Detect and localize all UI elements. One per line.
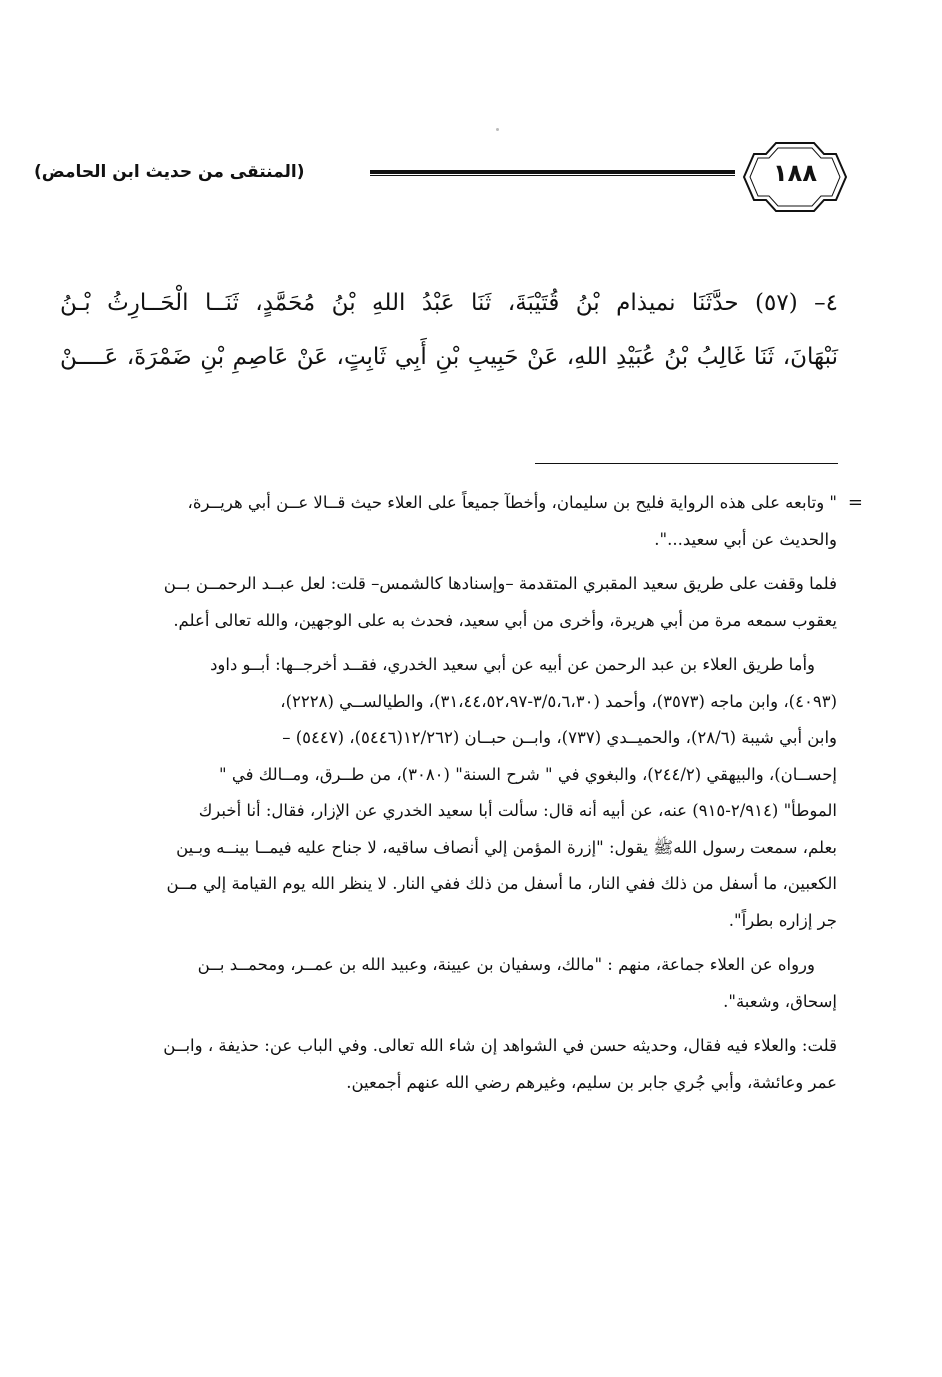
footnote-line: قلت: والعلاء فيه فقال، وحديثه حسن في الشواهد إن شاء الله تعالى. وفي الباب عن: حذيفة ، وابــن — [163, 1036, 837, 1055]
footnote-line: " وتابعه على هذه الرواية فليح بن سليمان، وأخطآ جميعاً على العلاء حيث قــالا عــن أبي هريــرة، — [187, 493, 837, 512]
footnote-line: ورواه عن العلاء جماعة، منهم : "مالك، وسفيان بن عيينة، وعبيد الله بن عمــر، ومحمــد بــن — [197, 955, 815, 974]
footnote-line: إسحاق، وشعبة". — [723, 991, 837, 1011]
footnote-line: (٤٠٩٣)، وابن ماجه (٣٥٧٣)، وأحمد (٣/٥،٦،٣٠-٣١،٤٤،٥٢،٩٧)، والطيالســي (٢٢٢٨)، — [280, 691, 837, 711]
footnote-line: بعلم، سمعت رسول اللهﷺ يقول: "إزرة المؤمن إلي أنصاف ساقيه، لا جناح عليه فيمــا بينــه وبـين — [176, 837, 837, 857]
hadith-text — [60, 276, 838, 384]
footnote-line: عمر وعائشة، وأبي جُري جابر بن سليم، وغيرهم رضي الله عنهم أجمعين. — [346, 1072, 837, 1092]
footnote-line: إحســان)، والبيهقي (٢٤٤/٢)، والبغوي في " شرح السنة" (٣٠٨٠)، من طــرق، ومــالك في " — [219, 764, 837, 784]
hadith-line: نَبْهَانَ، ثَنَا غَالِبُ بْنُ عُبَيْدِ اللهِ، عَنْ حَبِيبِ بْنِ أَبِي ثَابِتٍ، عَنْ عَاصِمِ بْنِ ضَمْرَةَ، عَــــنْ — [60, 344, 838, 370]
footnote-separator — [535, 463, 838, 464]
running-title: (المنتقى من حديث ابن الحامض) — [34, 162, 305, 182]
hadith-line: ٤– (٥٧) حدَّثَنَا نميذام بْنُ قُتَيْبَةَ، ثَنَا عَبْدُ اللهِ بْنُ مُحَمَّدٍ، ثَنَــا الْحَــارِثُ بْـنُ — [60, 290, 838, 316]
footnote-line: الكعبين، ما أسفل من ذلك ففي النار، ما أسفل من ذلك ففي النار. لا ينظر الله يوم القيامة إلي مــن — [166, 874, 837, 893]
footnote-line: وابن أبي شيبة (٢٨/٦)، والحميــدي (٧٣٧)، وابــن حبــان (١٢/٢٦٢(٥٤٤٦)، (٥٤٤٧) – — [282, 728, 837, 747]
footnotes — [95, 485, 863, 1101]
page-number: ١٨٨ — [773, 159, 817, 187]
footnote-line: الموطأ" (٢/٩١٤-٩١٥) عنه، عن أبيه أنه قال: سألت أبا سعيد الخدري عن الإزار، فقال: أنا أخبرك — [198, 801, 837, 820]
continuation-marker: = — [847, 492, 863, 513]
page-number-badge — [740, 140, 850, 214]
footnote-line: والحديث عن أبي سعيد...". — [654, 529, 837, 549]
header-rule — [370, 170, 735, 176]
footnote-line: وأما طريق العلاء بن عبد الرحمن عن أبيه عن أبي سعيد الخدري، فقــد أخرجــها: أبــو داود — [210, 655, 815, 674]
footnote-line: فلما وقفت على طريق سعيد المقبري المتقدمة –وإسنادها كالشمس– قلت: لعل عبــد الرحمــن بــن — [163, 574, 837, 593]
footnote-line: جر إزاره بطراً". — [728, 910, 837, 930]
page-header — [30, 140, 850, 220]
scan-speck — [496, 128, 499, 131]
footnote-line: يعقوب سمعه مرة من أبي هريرة، وأخرى من أبي سعيد، فحدث به على الوجهين، والله تعالى أعلم. — [173, 610, 837, 630]
